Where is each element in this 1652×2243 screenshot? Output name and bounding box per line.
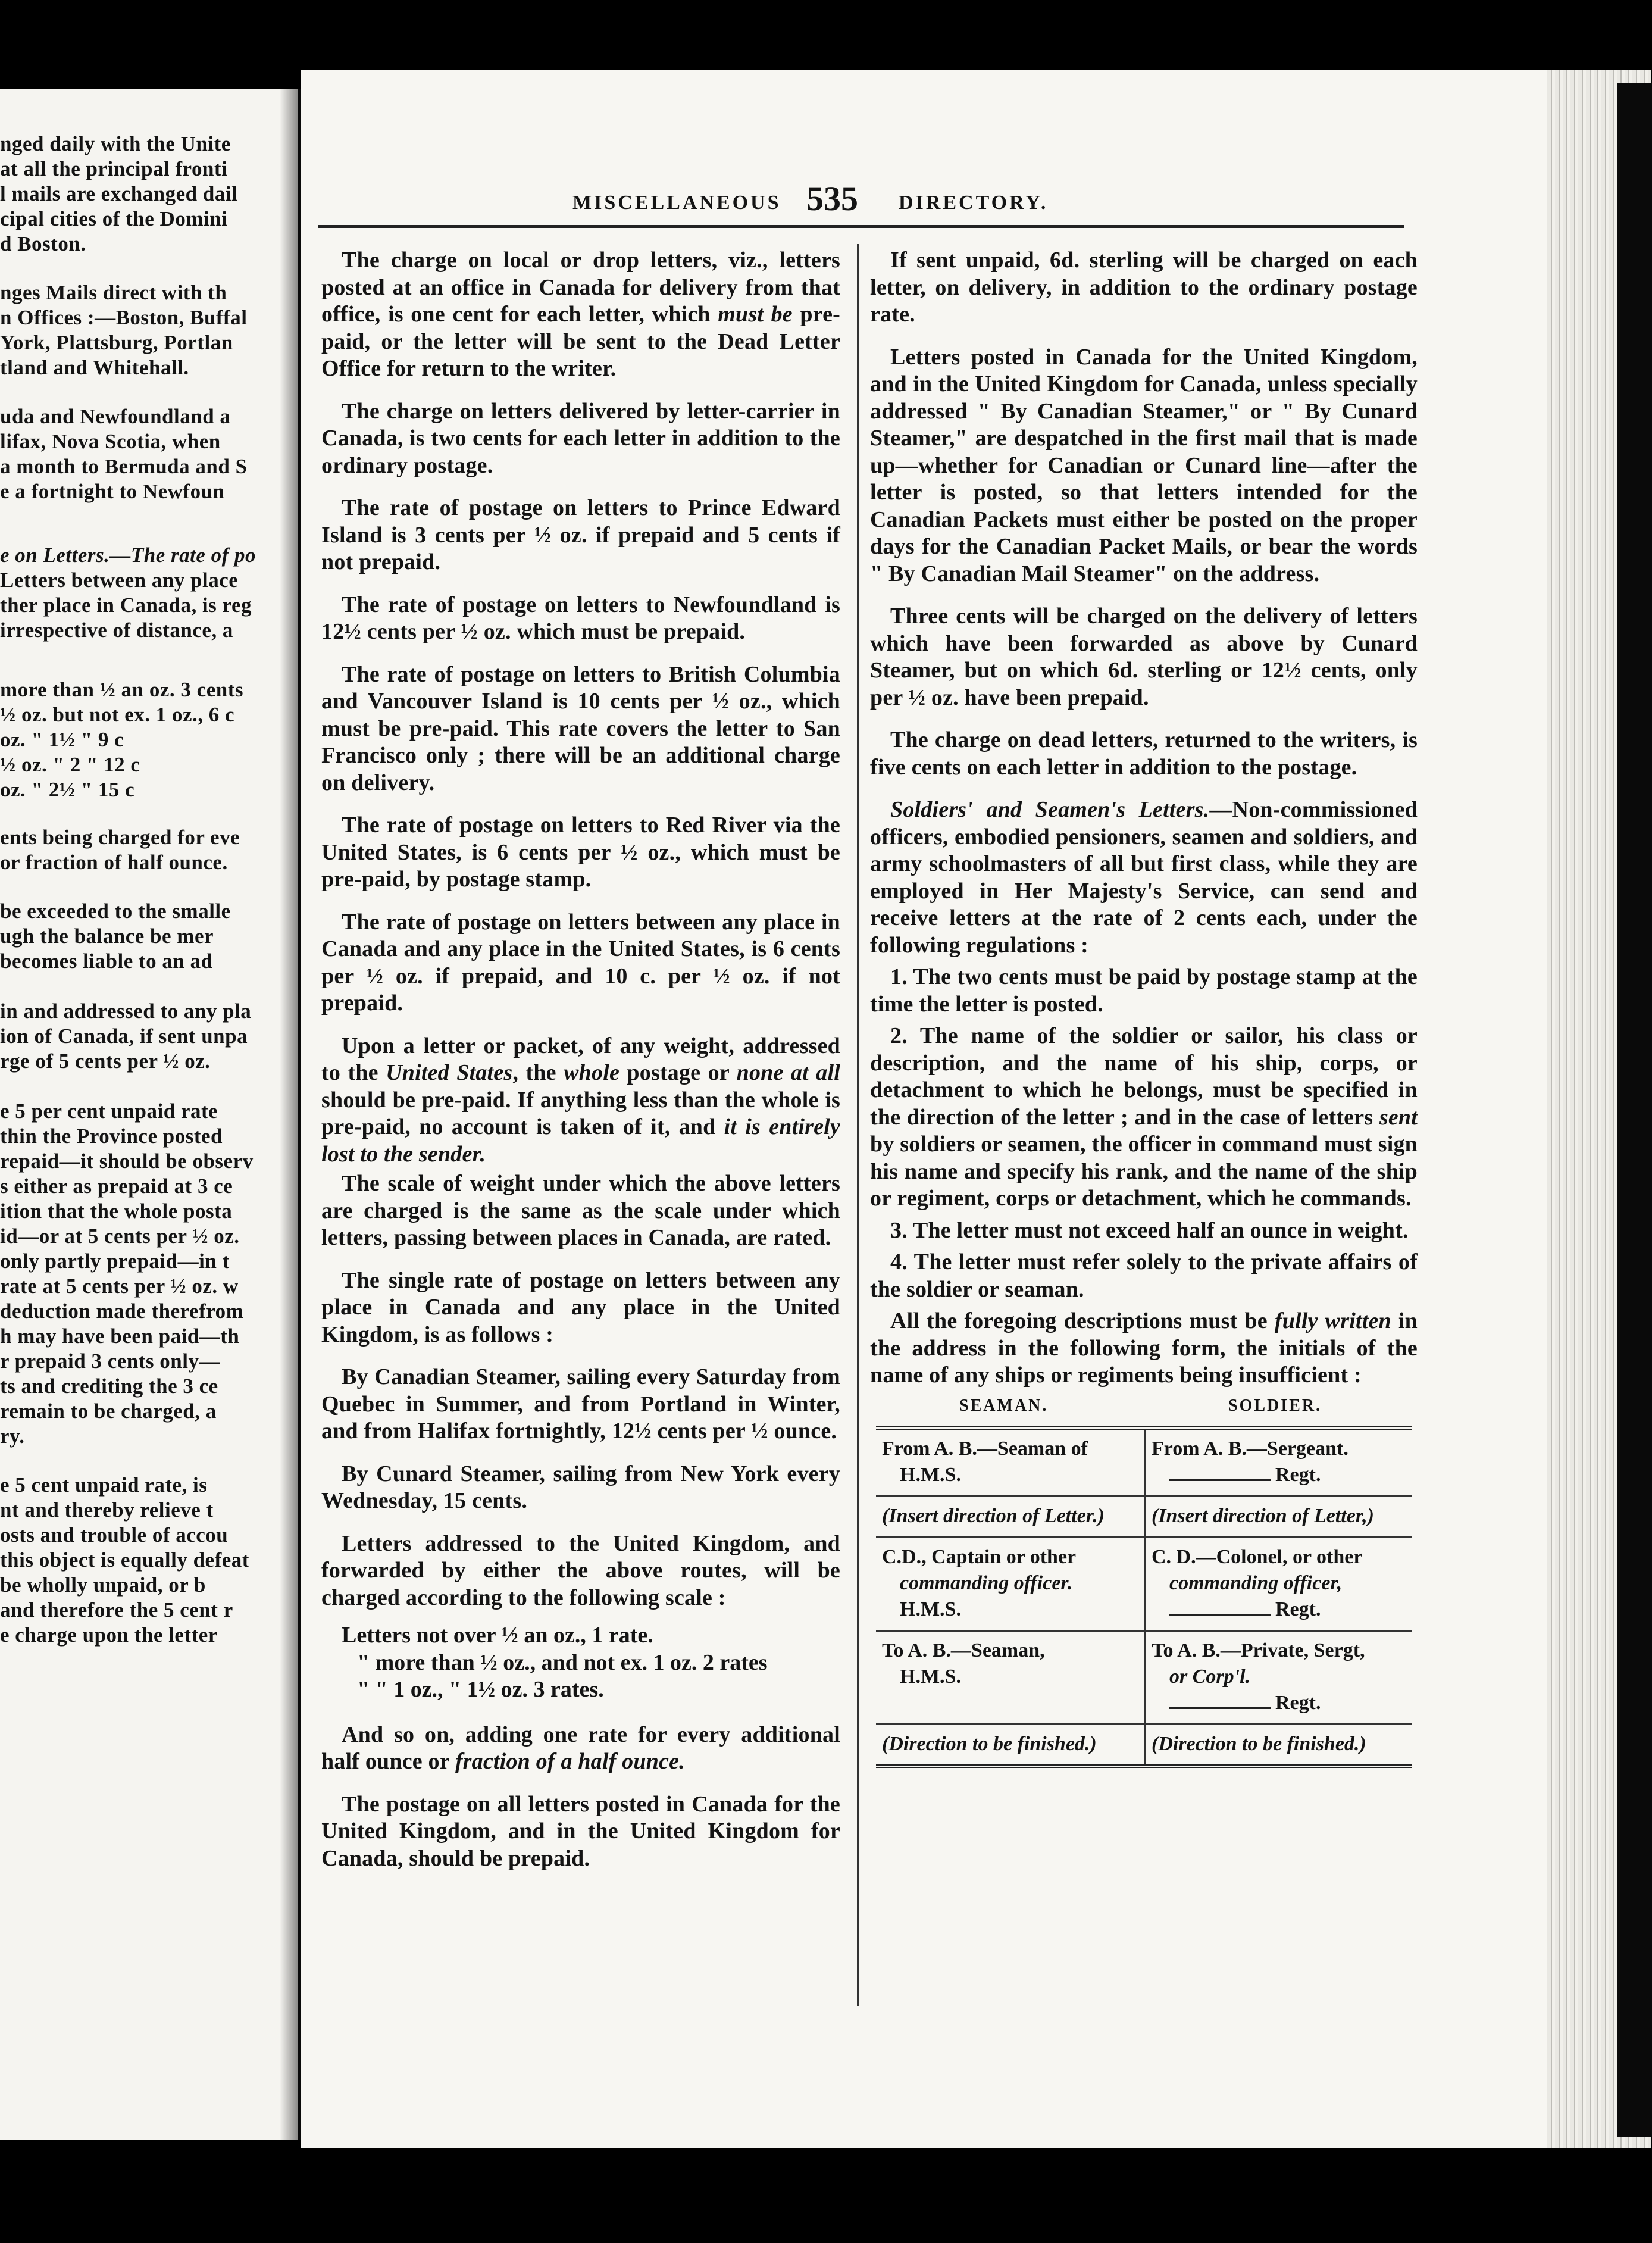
soldier-form-cell <box>1144 1538 1412 1630</box>
regiment-blank-line <box>1152 1597 1407 1623</box>
left-page-line: irrespective of distance, a <box>0 618 233 642</box>
paragraph-packet-dispatch: Letters posted in Canada for the United Kingdom, and in the United Kingdom for Canada, unless specially addressed " By Canadian Steamer," or " By Cunard Steamer," are despatched in the first mail that is made up—whether for Canadian or Cunard line—after the letter is posted, so that letters intended for the Canadian Packets must either be posted on the proper days for the Canadian Packet Mails, or bear the words " By Canadian Mail Steamer" on the address. <box>870 344 1418 586</box>
left-page-line: ry. <box>0 1424 25 1448</box>
left-page-line: ts and crediting the 3 ce <box>0 1374 218 1398</box>
left-page-line: at all the principal fronti <box>0 157 228 180</box>
page-number: 535 <box>806 179 858 218</box>
address-form-table <box>876 1426 1412 1768</box>
left-page-line: tland and Whitehall. <box>0 356 189 379</box>
left-page-line: remain to be charged, a <box>0 1399 217 1423</box>
left-page-line: e 5 per cent unpaid rate <box>0 1099 218 1123</box>
left-page-line: nged daily with the Unite <box>0 132 231 155</box>
left-page-line: id—or at 5 cents per ½ oz. <box>0 1224 240 1248</box>
paragraph-dead-letters: The charge on dead letters, returned to the writers, is five cents on each letter in addition to the postage. <box>870 727 1418 780</box>
seaman-form-cell <box>876 1538 1144 1630</box>
form-text: Regt. <box>1275 1463 1321 1486</box>
blank-fill-line <box>1169 1707 1271 1709</box>
running-head-left: MISCELLANEOUS <box>572 192 781 214</box>
form-line: commanding officer. <box>900 1572 1073 1594</box>
seaman-form-cell <box>876 1632 1144 1723</box>
left-page-line: l mails are exchanged dail <box>0 182 238 205</box>
left-page-line: h may have been paid—th <box>0 1324 240 1348</box>
left-page-line: Letters between any place <box>0 568 239 592</box>
form-row <box>876 1632 1412 1725</box>
page-edge-dark <box>1617 83 1652 2137</box>
left-page-line: d Boston. <box>0 232 86 255</box>
left-page-line: only partly prepaid—in t <box>0 1249 230 1273</box>
form-row <box>876 1538 1412 1632</box>
soldier-form-cell <box>1144 1430 1412 1495</box>
left-page-line: osts and trouble of accou <box>0 1523 229 1547</box>
soldier-form-cell <box>1144 1725 1412 1764</box>
paragraph-cunard-delivery: Three cents will be charged on the delivery of letters which have been forwarded as above by Cunard Steamer, but on which 6d. sterling or 12½ cents, only per ½ oz. have been prepaid. <box>870 604 1418 710</box>
left-page-line: ugh the balance be mer <box>0 924 214 948</box>
text-run: should be pre-paid. If anything less than the whole is pre-paid, no account is taken of it, and <box>321 1087 840 1139</box>
italic-run: must be <box>718 302 793 327</box>
form-line: C. D.—Colonel, or other <box>1152 1545 1363 1568</box>
ship-line: H.M.S. <box>900 1598 961 1620</box>
scale-line-3: " " 1 oz., " 1½ oz. 3 rates. <box>357 1677 604 1702</box>
left-page-line: York, Plattsburg, Portlan <box>0 331 233 354</box>
italic-run: fully written <box>1274 1308 1391 1333</box>
form-line: C.D., Captain or other <box>882 1545 1077 1568</box>
italic-run: it is entirely lost to the sender. <box>321 1114 840 1167</box>
ship-line: H.M.S. <box>900 1665 961 1688</box>
paragraph-prepaid-rule <box>321 1033 840 1169</box>
left-page-fragment <box>0 89 309 2140</box>
left-page-line: this object is equally defeat <box>0 1548 249 1572</box>
left-page-line: rge of 5 cents per ½ oz. <box>0 1049 211 1073</box>
left-page-line: nt and thereby relieve t <box>0 1498 214 1522</box>
form-text: Regt. <box>1275 1691 1321 1714</box>
form-text: Regt. <box>1275 1598 1321 1620</box>
left-page-line: be exceeded to the smalle <box>0 899 231 923</box>
form-line: To A. B.—Private, Sergt, <box>1152 1639 1365 1661</box>
text-run: by soldiers or seamen, the officer in command must sign his name and specify his rank, and the name of the ship or regiment, corps or detachment, which he commands. <box>870 1132 1418 1211</box>
paragraph-scale-of-weight: The scale of weight under which the above letters are charged is the same as the scale under which letters, passing between places in Canada, are rated. <box>321 1171 840 1250</box>
seaman-label: SEAMAN. <box>959 1396 1049 1415</box>
text-run: 2. The name of the soldier or sailor, his class or description, and the name of his ship, corps, or detachment to which he belongs, must be specified in the direction of the letter ; and in the case of letters <box>870 1023 1418 1130</box>
left-page-line: becomes liable to an ad <box>0 949 213 973</box>
regiment-blank-line <box>1152 1462 1407 1488</box>
seaman-form-cell <box>876 1430 1144 1495</box>
paragraph-newfoundland: The rate of postage on letters to Newfoundland is 12½ cents per ½ oz. which must be prepaid. <box>321 592 840 644</box>
paragraph-scale-intro: Letters addressed to the United Kingdom, and forwarded by either the above routes, will be charged according to the following scale : <box>321 1530 840 1610</box>
regulation-5 <box>870 1308 1418 1389</box>
regulation-1: 1. The two cents must be paid by postage stamp at the time the letter is posted. <box>870 964 1418 1017</box>
running-head-right: DIRECTORY. <box>899 192 1049 214</box>
text-run: All the foregoing descriptions must be <box>890 1308 1275 1333</box>
paragraph-cunard-steamer: By Cunard Steamer, sailing from New York every Wednesday, 15 cents. <box>321 1461 840 1513</box>
column-divider <box>857 244 859 2006</box>
form-line: From A. B.—Seaman of <box>882 1437 1088 1460</box>
scale-line-1: Letters not over ½ an oz., 1 rate. <box>342 1623 653 1648</box>
regulation-4: 4. The letter must refer solely to the private affairs of the soldier or seaman. <box>870 1249 1418 1302</box>
form-line: (Insert direction of Letter.) <box>882 1504 1105 1527</box>
form-row <box>876 1497 1412 1538</box>
left-page-line: ½ oz. but not ex. 1 oz., 6 c <box>0 703 235 726</box>
left-page-line: uda and Newfoundland a <box>0 405 231 428</box>
form-line: From A. B.—Sergeant. <box>1152 1437 1348 1460</box>
left-page-line: more than ½ an oz. 3 cents <box>0 678 243 701</box>
paragraph-uk-prepaid: The postage on all letters posted in Canada for the United Kingdom, and in the United Kingdom for Canada, should be prepaid. <box>321 1791 840 1871</box>
blank-fill-line <box>1169 1614 1271 1616</box>
form-column-labels <box>870 1397 1418 1426</box>
paragraph-british-columbia: The rate of postage on letters to British Columbia and Vancouver Island is 10 cents per ½ oz., which must be pre-paid. This rate covers the letter to San Francisco only ; there will be an additional charge on delivery. <box>321 661 840 795</box>
text-run: The charge on local or drop letters, viz., letters posted at an office in Canada for delivery from that office, is one cent for each letter, which <box>321 248 840 327</box>
paragraph-red-river: The rate of postage on letters to Red River via the United States, is 6 cents per ½ oz., which must be pre-paid, by postage stamp. <box>321 813 840 892</box>
left-page-line: a month to Bermuda and S <box>0 455 248 478</box>
text-run: Upon a letter or packet, of any weight, addressed to the <box>321 1033 840 1085</box>
right-column <box>870 247 1418 1768</box>
left-page-line: deduction made therefrom <box>0 1299 244 1323</box>
left-page-line: lifax, Nova Scotia, when <box>0 430 221 453</box>
text-run: , the <box>512 1060 564 1085</box>
left-page-line: rate at 5 cents per ½ oz. w <box>0 1274 239 1298</box>
paragraph-drop-letters <box>321 247 840 383</box>
blank-fill-line <box>1169 1479 1271 1481</box>
italic-run: fraction of a half ounce. <box>455 1749 685 1774</box>
left-page-line: ition that the whole posta <box>0 1199 233 1223</box>
paragraph-additional-rate <box>321 1722 840 1776</box>
regulation-3: 3. The letter must not exceed half an ounce in weight. <box>890 1217 1409 1243</box>
paragraph-unpaid-charge: If sent unpaid, 6d. sterling will be charged on each letter, on delivery, in addition to the ordinary postage rate. <box>870 248 1418 327</box>
left-page-line: nges Mails direct with th <box>0 281 227 304</box>
scale-line-2: " more than ½ oz., and not ex. 1 oz. 2 rates <box>357 1650 768 1675</box>
form-row <box>876 1430 1412 1497</box>
text-run: in the address in the following form, the initials of the name of any ships or regiments being insufficient : <box>870 1308 1418 1388</box>
left-page-line: r prepaid 3 cents only— <box>0 1349 220 1373</box>
form-line: commanding officer, <box>1169 1572 1343 1594</box>
paragraph-soldiers-seamen <box>870 796 1418 959</box>
left-page-line: ½ oz. " 2 " 12 c <box>0 753 140 776</box>
left-column <box>321 247 840 1888</box>
left-page-line: repaid—it should be observ <box>0 1149 254 1173</box>
soldier-label: SOLDIER. <box>1228 1396 1322 1415</box>
left-page-line: or fraction of half ounce. <box>0 851 228 874</box>
left-page-line: in and addressed to any pla <box>0 999 252 1023</box>
text-run: pre-paid, or the letter will be sent to the Dead Letter Office for return to the writer. <box>321 302 840 381</box>
seaman-form-cell <box>876 1497 1144 1536</box>
left-page-line: oz. " 2½ " 15 c <box>0 778 135 801</box>
left-page-line: oz. " 1½ " 9 c <box>0 728 124 751</box>
left-page-line: ents being charged for eve <box>0 826 240 849</box>
left-page-line: e a fortnight to Newfoun <box>0 480 225 503</box>
seaman-form-cell <box>876 1725 1144 1764</box>
italic-run: United States <box>386 1060 513 1085</box>
regulation-2 <box>870 1023 1418 1213</box>
left-page-line: and therefore the 5 cent r <box>0 1598 233 1622</box>
text-run: postage or <box>620 1060 737 1085</box>
paragraph-united-states: The rate of postage on letters between any place in Canada and any place in the United States, is 6 cents per ½ oz. if prepaid, and 10 c. per ½ oz. if not prepaid. <box>321 909 840 1016</box>
left-page-line: ion of Canada, if sent unpa <box>0 1024 248 1048</box>
header-rule <box>318 225 1404 228</box>
section-heading: Soldiers' and Seamen's Letters. <box>890 797 1210 822</box>
form-row <box>876 1725 1412 1764</box>
left-page-line: e charge upon the letter <box>0 1623 218 1647</box>
form-line: (Direction to be finished.) <box>882 1732 1097 1755</box>
left-page-line: ther place in Canada, is reg <box>0 593 252 617</box>
left-page-line: thin the Province posted <box>0 1124 223 1148</box>
soldier-form-cell <box>1144 1632 1412 1723</box>
soldier-form-cell <box>1144 1497 1412 1536</box>
left-page-line: be wholly unpaid, or b <box>0 1573 206 1597</box>
paragraph-canadian-steamer: By Canadian Steamer, sailing every Saturday from Quebec in Summer, and from Portland in Winter, and from Halifax fortnightly, 12½ cents per ½ ounce. <box>321 1364 840 1444</box>
left-page-line: n Offices :—Boston, Buffal <box>0 306 248 329</box>
left-page-line: e 5 cent unpaid rate, is <box>0 1473 208 1497</box>
text-run: And so on, adding one rate for every additional half ounce or <box>321 1722 840 1774</box>
italic-run: sent <box>1379 1104 1418 1130</box>
left-page-line: e on Letters.—The rate of po <box>0 543 256 567</box>
paragraph-prince-edward-island: The rate of postage on letters to Prince Edward Island is 3 cents per ½ oz. if prepaid and 5 cents if not prepaid. <box>321 495 840 574</box>
form-line: (Insert direction of Letter,) <box>1152 1504 1374 1527</box>
italic-run: whole <box>564 1060 620 1085</box>
left-page-line: cipal cities of the Domini <box>0 207 228 230</box>
ship-line: H.M.S. <box>900 1463 961 1486</box>
paragraph-letter-carrier: The charge on letters delivered by letter-carrier in Canada, is two cents for each letter in addition to the ordinary postage. <box>321 398 840 478</box>
form-line: (Direction to be finished.) <box>1152 1732 1366 1755</box>
left-page-line: s either as prepaid at 3 ce <box>0 1174 233 1198</box>
paragraph-uk-rate: The single rate of postage on letters between any place in Canada and any place in the United Kingdom, is as follows : <box>321 1267 840 1347</box>
form-line: To A. B.—Seaman, <box>882 1639 1045 1661</box>
text-run: —Non-commissioned officers, embodied pensioners, seamen and soldiers, and army schoolmasters of all but first class, while they are employed in Her Majesty's Service, can send and receive letters at the rate of 2 cents each, under the following regulations : <box>870 797 1418 958</box>
italic-run: none at all <box>736 1060 841 1085</box>
form-line: or Corp'l. <box>1169 1665 1251 1688</box>
regiment-blank-line <box>1152 1690 1407 1716</box>
